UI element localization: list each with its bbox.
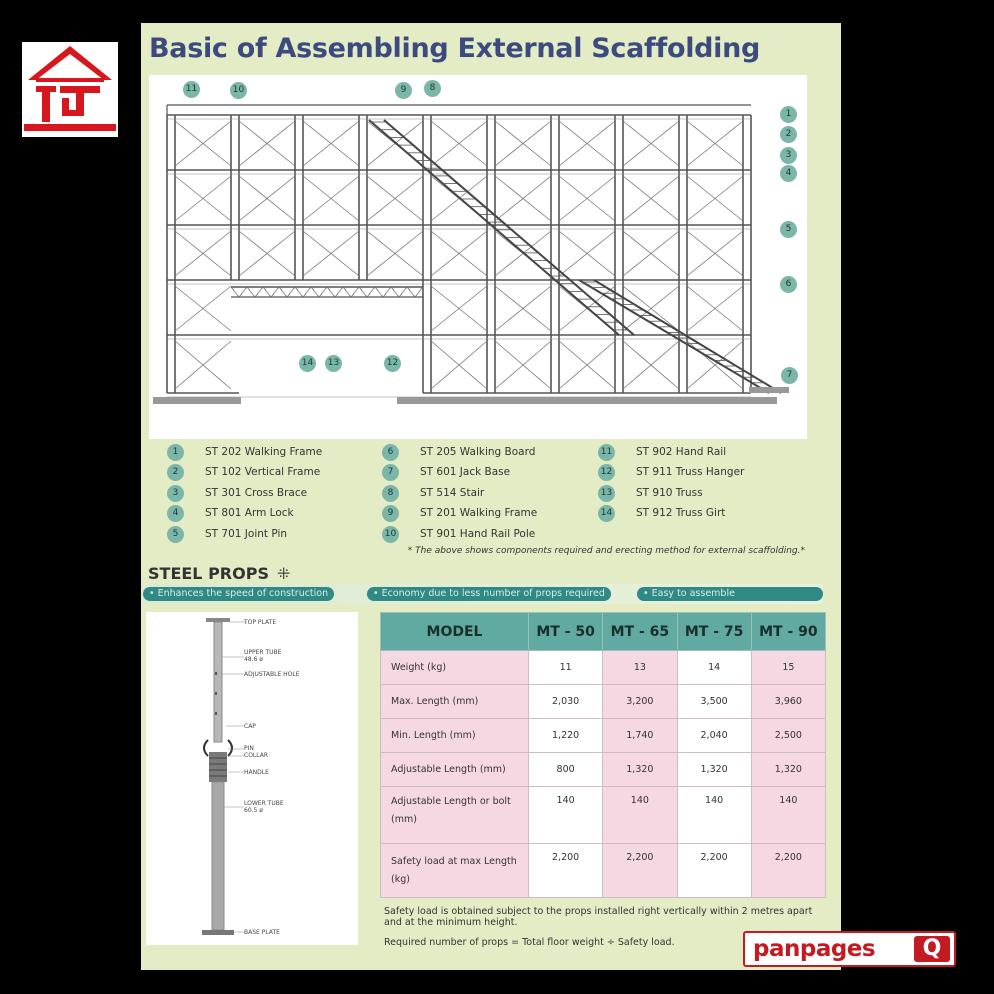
panpages-logo[interactable] (743, 931, 956, 967)
steel-props-title: STEEL PROPS ⁜ (148, 564, 291, 583)
callout-4: 4 (780, 165, 797, 182)
prop-label: TOP PLATE (244, 619, 277, 626)
cell: 140 (603, 787, 677, 844)
cell: 2,200 (751, 844, 825, 898)
cell: 11 (529, 651, 603, 685)
callout-13: 13 (325, 355, 342, 372)
sparkle-icon: ⁜ (276, 564, 291, 583)
callout-7: 7 (781, 367, 798, 384)
table-row (381, 651, 826, 685)
row-label: Weight (kg) (381, 651, 529, 685)
feature-pill: • Enhances the speed of construction (143, 587, 334, 601)
parts-legend: 1 ST 202 Walking Frame 2 ST 102 Vertical Frame 3 ST 301 Cross Brace 4 ST 801 Arm Lock 5 ST 701 Joint Pin 6 ST 205 Walking Board 7 ST 601 Jack Base 8 ST 514 Stair 9 ST 201 Walking Frame 10 ST 901 Hand Rail Pole 11 ST 902 Hand Rail 12 ST 911 Truss Hanger 13 ST 910 Truss 14 ST 912 Truss Girt (167, 444, 827, 574)
callout-1: 1 (780, 106, 797, 123)
feature-pill: • Easy to assemble (637, 587, 823, 601)
brochure-sheet (141, 23, 841, 970)
props-spec-table (380, 612, 826, 898)
table-header: MT - 90 (751, 613, 825, 651)
cell: 1,320 (751, 753, 825, 787)
cell: 13 (603, 651, 677, 685)
cell: 1,320 (677, 753, 751, 787)
cell: 3,200 (603, 685, 677, 719)
cell: 140 (751, 787, 825, 844)
callout-11: 11 (183, 81, 200, 98)
row-label: Min. Length (mm) (381, 719, 529, 753)
cell: 1,320 (603, 753, 677, 787)
table-row (381, 844, 826, 898)
table-row (381, 719, 826, 753)
callout-6: 6 (780, 276, 797, 293)
callout-14: 14 (299, 355, 316, 372)
callout-8: 8 (424, 80, 441, 97)
prop-label: PIN (244, 745, 254, 752)
cell: 3,500 (677, 685, 751, 719)
callout-5: 5 (780, 221, 797, 238)
cell: 2,040 (677, 719, 751, 753)
prop-label: HANDLE (244, 769, 269, 776)
cell: 1,220 (529, 719, 603, 753)
prop-label: BASE PLATE (244, 929, 280, 936)
callout-12: 12 (384, 355, 401, 372)
table-row (381, 753, 826, 787)
table-header: MT - 50 (529, 613, 603, 651)
callout-10: 10 (230, 82, 247, 99)
prop-label: CAP (244, 723, 256, 730)
prop-label: UPPER TUBE (244, 649, 282, 656)
callout-2: 2 (780, 126, 797, 143)
table-header: MT - 65 (603, 613, 677, 651)
cell: 14 (677, 651, 751, 685)
table-header-row (381, 613, 826, 651)
cell: 800 (529, 753, 603, 787)
panpages-q-badge: Q (914, 936, 950, 962)
row-label: Max. Length (mm) (381, 685, 529, 719)
cell: 2,200 (677, 844, 751, 898)
scaffolding-diagram (149, 75, 807, 439)
page-title: Basic of Assembling External Scaffolding (149, 33, 761, 64)
row-label: Adjustable Length (mm) (381, 753, 529, 787)
callout-9: 9 (395, 82, 412, 99)
footnote: Safety load is obtained subject to the props installed right vertically within 2 metres apart and at the minimum height. (384, 906, 813, 928)
cell: 140 (677, 787, 751, 844)
cell: 2,500 (751, 719, 825, 753)
row-label: Safety load at max Length (kg) (381, 844, 529, 898)
prop-label: 48.6 ø (244, 656, 263, 663)
scaffolding-drawing (149, 75, 807, 439)
cell: 3,960 (751, 685, 825, 719)
cell: 2,200 (603, 844, 677, 898)
panpages-wordmark: panpages (753, 936, 876, 962)
prop-label: 60.5 ø (244, 807, 263, 814)
prop-label: ADJUSTABLE HOLE (244, 671, 300, 678)
cell: 140 (529, 787, 603, 844)
callout-3: 3 (780, 147, 797, 164)
prop-label: LOWER TUBE (244, 800, 284, 807)
feature-pill: • Economy due to less number of props required (367, 587, 611, 601)
house-logo-icon (22, 42, 118, 137)
table-header: MT - 75 (677, 613, 751, 651)
table-header: MODEL (381, 613, 529, 651)
legend-note: * The above shows components required and erecting method for external scaffolding.* (407, 546, 805, 556)
cell: 2,030 (529, 685, 603, 719)
footnote: Required number of props = Total floor weight ÷ Safety load. (384, 937, 675, 948)
row-label: Adjustable Length or bolt (mm) (381, 787, 529, 844)
cell: 2,200 (529, 844, 603, 898)
table-row (381, 787, 826, 844)
feature-band (141, 584, 823, 604)
prop-label: COLLAR (244, 752, 269, 759)
steel-prop-figure (146, 612, 358, 945)
cell: 1,740 (603, 719, 677, 753)
table-row (381, 685, 826, 719)
cell: 15 (751, 651, 825, 685)
